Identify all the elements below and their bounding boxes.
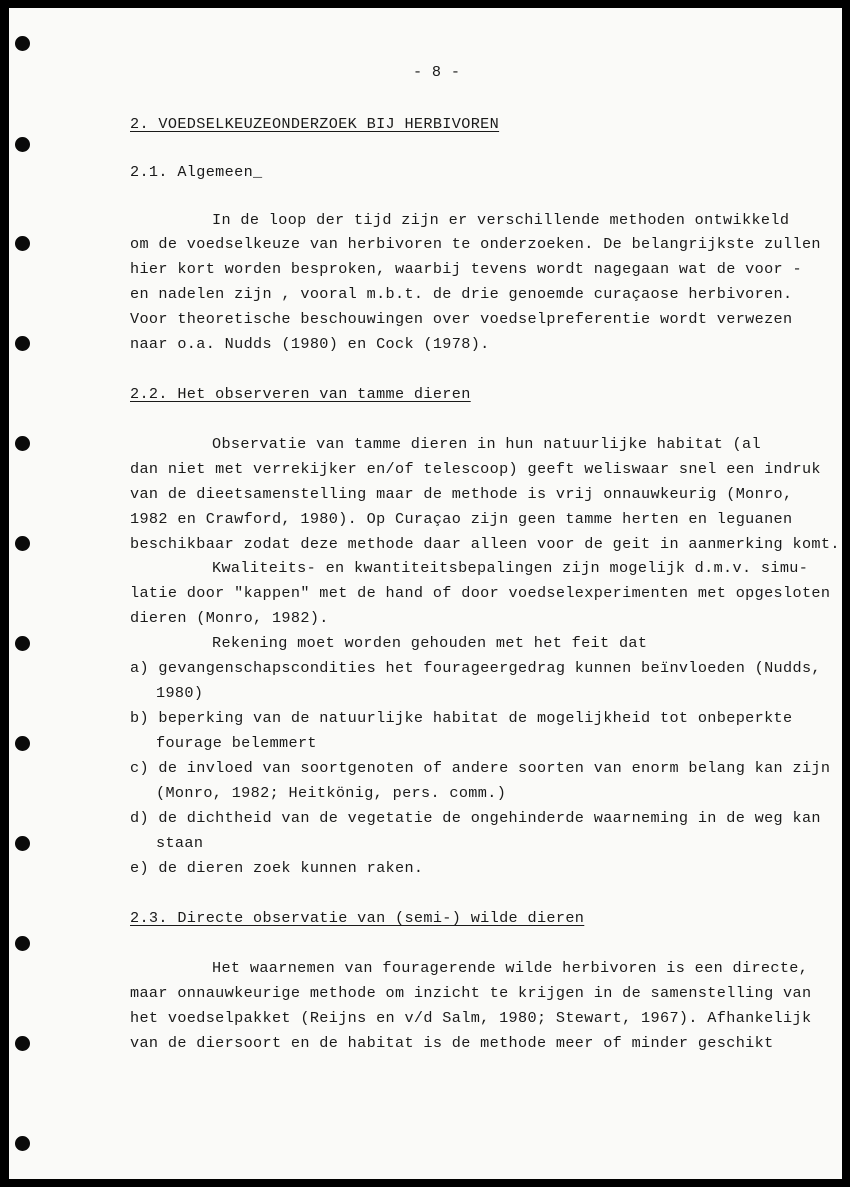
list-item-continuation: fourage belemmert bbox=[156, 734, 317, 752]
text-line: naar o.a. Nudds (1980) en Cock (1978). bbox=[130, 335, 490, 353]
punch-hole bbox=[15, 636, 30, 651]
text-line: Observatie van tamme dieren in hun natuurlijke habitat (al bbox=[212, 435, 761, 453]
list-item-continuation: 1980) bbox=[156, 684, 204, 702]
text-line: dieren (Monro, 1982). bbox=[130, 609, 329, 627]
subsection-heading: 2.1. Algemeen_ bbox=[130, 163, 263, 181]
text-line: het voedselpakket (Reijns en v/d Salm, 1980; Stewart, 1967). Afhankelijk bbox=[130, 1009, 812, 1027]
text-line: om de voedselkeuze van herbivoren te onderzoeken. De belangrijkste zullen bbox=[130, 235, 821, 253]
text-line: van de diersoort en de habitat is de methode meer of minder geschikt bbox=[130, 1034, 774, 1052]
text-line: 1982 en Crawford, 1980). Op Curaçao zijn geen tamme herten en leguanen bbox=[130, 510, 793, 528]
subsection-heading: 2.3. Directe observatie van (semi-) wilde dieren bbox=[130, 909, 585, 927]
text-line: en nadelen zijn , vooral m.b.t. de drie genoemde curaçaose herbivoren. bbox=[130, 285, 793, 303]
punch-hole bbox=[15, 1036, 30, 1051]
text-line: dan niet met verrekijker en/of telescoop) geeft weliswaar snel een indruk bbox=[130, 460, 821, 478]
text-line: Kwaliteits- en kwantiteitsbepalingen zijn mogelijk d.m.v. simu- bbox=[212, 559, 809, 577]
text-line: van de dieetsamenstelling maar de methode is vrij onnauwkeurig (Monro, bbox=[130, 485, 793, 503]
punch-hole bbox=[15, 336, 30, 351]
punch-hole bbox=[15, 536, 30, 551]
text-line: Voor theoretische beschouwingen over voedselpreferentie wordt verwezen bbox=[130, 310, 793, 328]
text-line: Het waarnemen van fouragerende wilde herbivoren is een directe, bbox=[212, 959, 809, 977]
text-line: maar onnauwkeurige methode om inzicht te krijgen in de samenstelling van bbox=[130, 984, 812, 1002]
punch-hole bbox=[15, 1136, 30, 1151]
text-line: In de loop der tijd zijn er verschillende methoden ontwikkeld bbox=[212, 211, 790, 229]
text-line: beschikbaar zodat deze methode daar alleen voor de geit in aanmerking komt. bbox=[130, 535, 840, 553]
punch-hole bbox=[15, 936, 30, 951]
list-item-continuation: (Monro, 1982; Heitkönig, pers. comm.) bbox=[156, 784, 507, 802]
text-line: latie door "kappen" met de hand of door voedselexperimenten met opgesloten bbox=[130, 584, 831, 602]
page-number: - 8 - bbox=[413, 63, 461, 81]
section-heading: 2. VOEDSELKEUZEONDERZOEK BIJ HERBIVOREN bbox=[130, 115, 500, 133]
punch-hole bbox=[15, 236, 30, 251]
list-item: b) beperking van de natuurlijke habitat de mogelijkheid tot onbeperkte bbox=[130, 709, 793, 727]
list-item: e) de dieren zoek kunnen raken. bbox=[130, 859, 424, 877]
text-line: hier kort worden besproken, waarbij tevens wordt nagegaan wat de voor - bbox=[130, 260, 802, 278]
punch-hole bbox=[15, 736, 30, 751]
punch-hole bbox=[15, 137, 30, 152]
text-line: Rekening moet worden gehouden met het feit dat bbox=[212, 634, 648, 652]
list-item: d) de dichtheid van de vegetatie de ongehinderde waarneming in de weg kan bbox=[130, 809, 821, 827]
list-item: c) de invloed van soortgenoten of andere soorten van enorm belang kan zijn bbox=[130, 759, 831, 777]
list-item: a) gevangenschapscondities het fourageergedrag kunnen beïnvloeden (Nudds, bbox=[130, 659, 821, 677]
list-item-continuation: staan bbox=[156, 834, 204, 852]
punch-hole bbox=[15, 836, 30, 851]
punch-hole bbox=[15, 436, 30, 451]
punch-hole bbox=[15, 36, 30, 51]
subsection-heading: 2.2. Het observeren van tamme dieren bbox=[130, 385, 471, 403]
